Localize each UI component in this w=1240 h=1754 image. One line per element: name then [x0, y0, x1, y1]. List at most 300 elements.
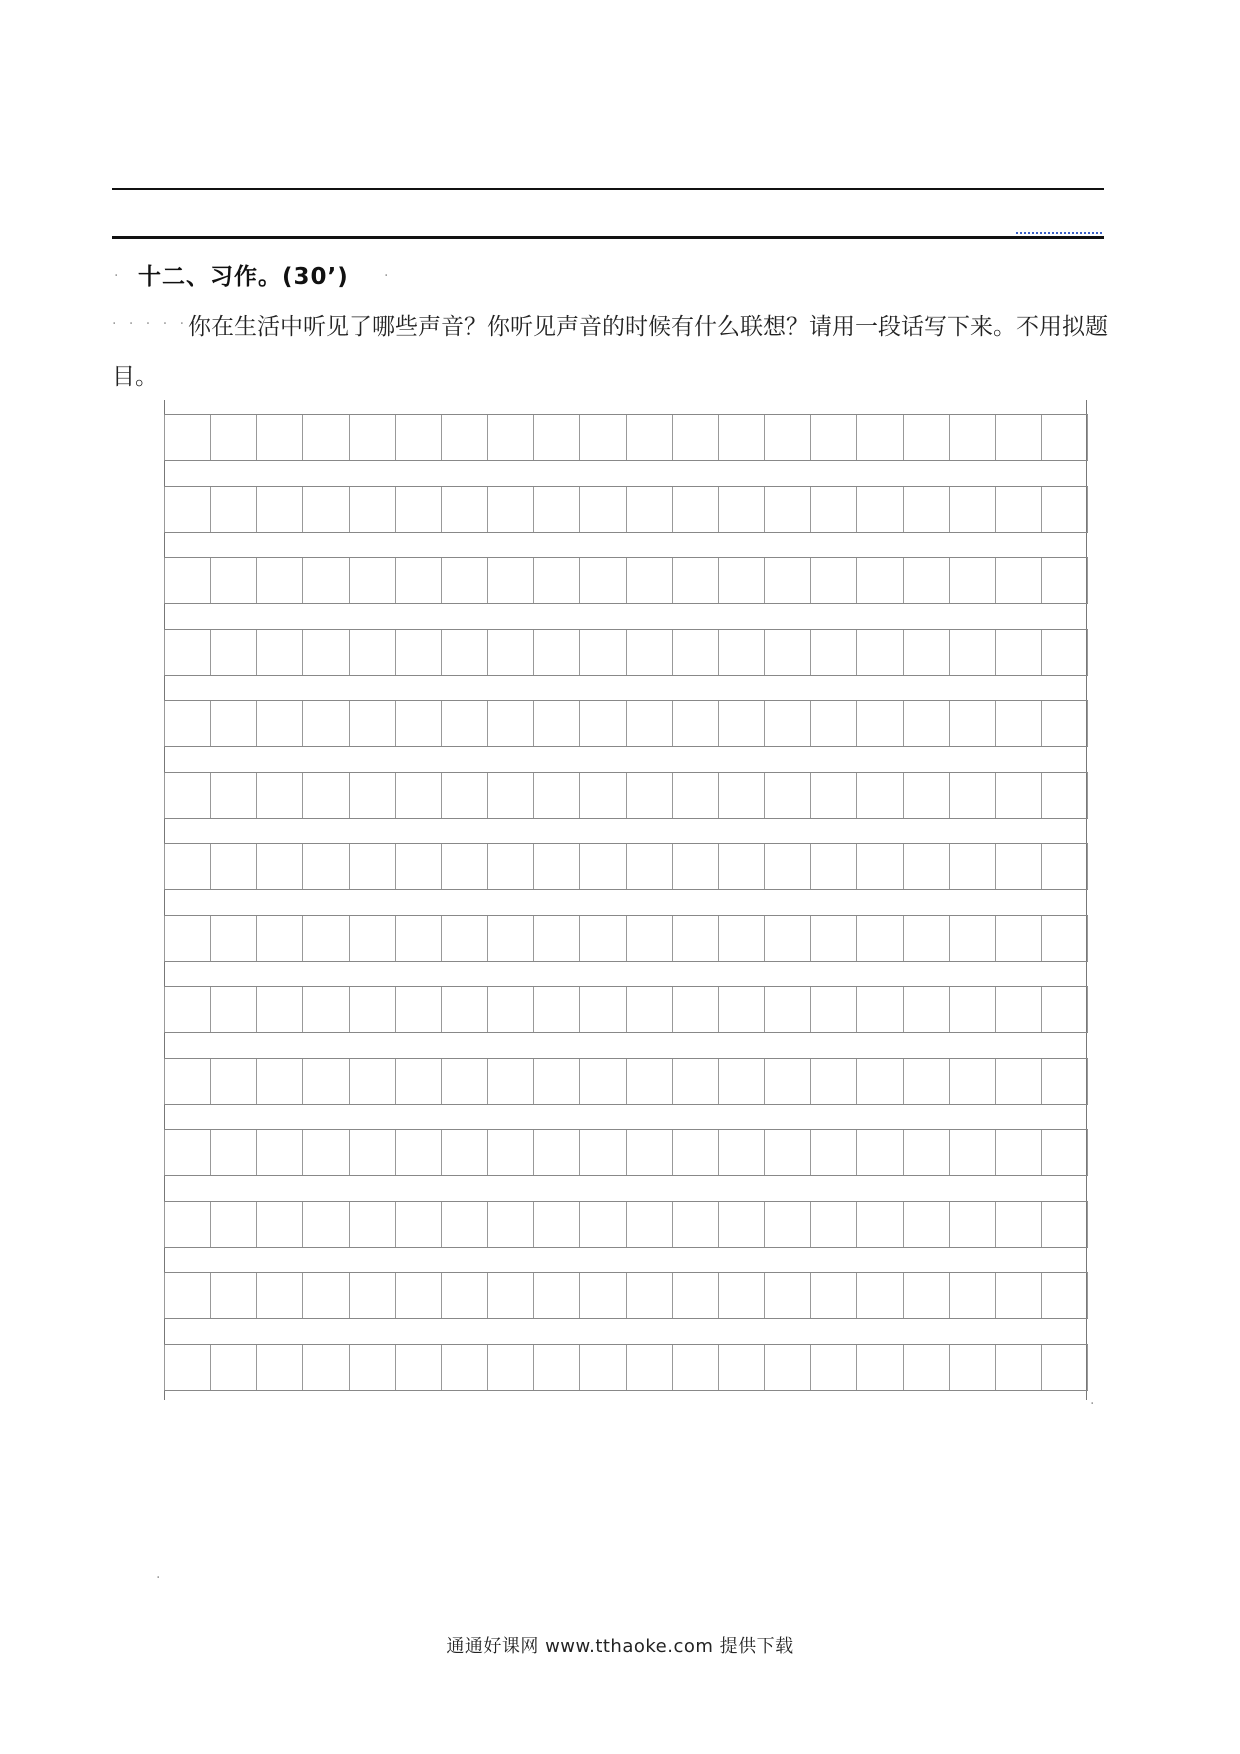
- grid-cell[interactable]: [349, 844, 395, 889]
- grid-cell[interactable]: [672, 630, 718, 675]
- grid-cell[interactable]: [256, 844, 302, 889]
- grid-cell[interactable]: [302, 630, 348, 675]
- grid-cell[interactable]: [856, 1273, 902, 1318]
- grid-cell[interactable]: [810, 987, 856, 1032]
- grid-cell[interactable]: [395, 415, 441, 460]
- grid-cell[interactable]: [995, 844, 1041, 889]
- margin-mark: .: [384, 264, 393, 280]
- grid-cell[interactable]: [949, 701, 995, 746]
- grid-cell[interactable]: [349, 1130, 395, 1175]
- grid-cell[interactable]: [672, 487, 718, 532]
- grid-cell[interactable]: [903, 487, 949, 532]
- grid-cell[interactable]: [533, 987, 579, 1032]
- grid-cell[interactable]: [856, 558, 902, 603]
- grid-cell[interactable]: [441, 1273, 487, 1318]
- grid-cell[interactable]: [810, 1202, 856, 1247]
- grid-cell[interactable]: [949, 1130, 995, 1175]
- grid-cell[interactable]: [995, 1130, 1041, 1175]
- grid-cell[interactable]: [856, 1130, 902, 1175]
- grid-cell[interactable]: [395, 1273, 441, 1318]
- grid-cell[interactable]: [533, 415, 579, 460]
- grid-cell[interactable]: [626, 773, 672, 818]
- grid-cell[interactable]: [164, 558, 210, 603]
- grid-cell[interactable]: [487, 773, 533, 818]
- grid-cell[interactable]: [441, 773, 487, 818]
- grid-cell[interactable]: [164, 987, 210, 1032]
- grid-cell[interactable]: [349, 415, 395, 460]
- grid-cell[interactable]: [302, 1130, 348, 1175]
- grid-cell[interactable]: [533, 844, 579, 889]
- grid-cell[interactable]: [764, 844, 810, 889]
- grid-cell[interactable]: [764, 987, 810, 1032]
- grid-row: [164, 843, 1088, 890]
- grid-cell[interactable]: [441, 844, 487, 889]
- grid-cell[interactable]: [995, 630, 1041, 675]
- grid-cell[interactable]: [626, 701, 672, 746]
- grid-cell[interactable]: [441, 1202, 487, 1247]
- grid-cell[interactable]: [949, 844, 995, 889]
- grid-cell[interactable]: [579, 1059, 625, 1104]
- grid-cell[interactable]: [210, 701, 256, 746]
- grid-cell[interactable]: [995, 773, 1041, 818]
- grid-cell[interactable]: [579, 415, 625, 460]
- grid-cell[interactable]: [949, 1345, 995, 1390]
- grid-cell[interactable]: [164, 1059, 210, 1104]
- grid-cell[interactable]: [1041, 844, 1088, 889]
- grid-cell[interactable]: [395, 916, 441, 961]
- grid-cell[interactable]: [1041, 630, 1088, 675]
- grid-cell[interactable]: [302, 1273, 348, 1318]
- grid-cell[interactable]: [533, 1130, 579, 1175]
- grid-cell[interactable]: [210, 1345, 256, 1390]
- grid-cell[interactable]: [810, 1273, 856, 1318]
- grid-cell[interactable]: [856, 987, 902, 1032]
- grid-cell[interactable]: [256, 487, 302, 532]
- grid-cell[interactable]: [949, 987, 995, 1032]
- grid-cell[interactable]: [164, 415, 210, 460]
- grid-cell[interactable]: [672, 916, 718, 961]
- grid-cell[interactable]: [579, 773, 625, 818]
- grid-cell[interactable]: [856, 1059, 902, 1104]
- grid-cell[interactable]: [903, 987, 949, 1032]
- grid-cell[interactable]: [164, 1202, 210, 1247]
- grid-cell[interactable]: [810, 487, 856, 532]
- grid-cell[interactable]: [533, 630, 579, 675]
- grid-cell[interactable]: [810, 916, 856, 961]
- answer-line-2: [112, 236, 1104, 239]
- grid-cell[interactable]: [949, 916, 995, 961]
- grid-cell[interactable]: [1041, 1273, 1088, 1318]
- grid-cell[interactable]: [718, 844, 764, 889]
- grid-cell[interactable]: [718, 987, 764, 1032]
- grid-cell[interactable]: [441, 916, 487, 961]
- grid-cell[interactable]: [626, 558, 672, 603]
- grid-cell[interactable]: [256, 1273, 302, 1318]
- grid-row: [164, 629, 1088, 676]
- grid-cell[interactable]: [995, 1059, 1041, 1104]
- grid-cell[interactable]: [256, 1130, 302, 1175]
- grid-cell[interactable]: [903, 773, 949, 818]
- grid-cell[interactable]: [949, 630, 995, 675]
- grid-cell[interactable]: [810, 415, 856, 460]
- grid-cell[interactable]: [995, 415, 1041, 460]
- grid-cell[interactable]: [579, 701, 625, 746]
- grid-cell[interactable]: [856, 773, 902, 818]
- grid-cell[interactable]: [903, 844, 949, 889]
- grid-cell[interactable]: [395, 1059, 441, 1104]
- grid-cell[interactable]: [626, 987, 672, 1032]
- grid-cell[interactable]: [441, 630, 487, 675]
- grid-cell[interactable]: [533, 1202, 579, 1247]
- grid-cell[interactable]: [487, 987, 533, 1032]
- grid-cell[interactable]: [441, 558, 487, 603]
- grid-cell[interactable]: [626, 1345, 672, 1390]
- grid-cell[interactable]: [856, 916, 902, 961]
- grid-cell[interactable]: [349, 558, 395, 603]
- grid-cell[interactable]: [302, 558, 348, 603]
- margin-mark: .: [114, 264, 123, 280]
- grid-cell[interactable]: [995, 701, 1041, 746]
- grid-cell[interactable]: [256, 1059, 302, 1104]
- grid-cell[interactable]: [395, 1202, 441, 1247]
- grid-cell[interactable]: [487, 415, 533, 460]
- grid-cell[interactable]: [164, 630, 210, 675]
- grid-cell[interactable]: [1041, 1059, 1088, 1104]
- grid-cell[interactable]: [672, 701, 718, 746]
- grid-cell[interactable]: [579, 1130, 625, 1175]
- grid-cell[interactable]: [487, 487, 533, 532]
- grid-cell[interactable]: [256, 558, 302, 603]
- grid-cell[interactable]: [256, 773, 302, 818]
- grid-cell[interactable]: [395, 630, 441, 675]
- grid-cell[interactable]: [718, 773, 764, 818]
- grid-cell[interactable]: [349, 1273, 395, 1318]
- grid-cell[interactable]: [441, 1130, 487, 1175]
- grid-cell[interactable]: [349, 1059, 395, 1104]
- grid-cell[interactable]: [856, 487, 902, 532]
- grid-cell[interactable]: [1041, 487, 1088, 532]
- grid-cell[interactable]: [487, 701, 533, 746]
- grid-cell[interactable]: [718, 1202, 764, 1247]
- grid-cell[interactable]: [210, 1059, 256, 1104]
- grid-cell[interactable]: [672, 773, 718, 818]
- grid-cell[interactable]: [949, 415, 995, 460]
- grid-cell[interactable]: [903, 916, 949, 961]
- grid-cell[interactable]: [764, 773, 810, 818]
- grid-cell[interactable]: [533, 773, 579, 818]
- grid-cell[interactable]: [302, 844, 348, 889]
- grid-cell[interactable]: [949, 1202, 995, 1247]
- grid-cell[interactable]: [349, 987, 395, 1032]
- grid-cell[interactable]: [441, 487, 487, 532]
- margin-mark: . . . . .: [112, 312, 189, 328]
- dotted-underline-mark: [1016, 232, 1102, 234]
- grid-cell[interactable]: [441, 1345, 487, 1390]
- grid-cell[interactable]: [718, 916, 764, 961]
- grid-cell[interactable]: [995, 558, 1041, 603]
- grid-cell[interactable]: [349, 1202, 395, 1247]
- grid-cell[interactable]: [626, 1130, 672, 1175]
- grid-cell[interactable]: [672, 415, 718, 460]
- grid-cell[interactable]: [810, 630, 856, 675]
- grid-row: [164, 915, 1088, 962]
- grid-row: [164, 1344, 1088, 1391]
- grid-cell[interactable]: [856, 844, 902, 889]
- grid-cell[interactable]: [995, 987, 1041, 1032]
- grid-cell[interactable]: [718, 630, 764, 675]
- grid-cell[interactable]: [810, 844, 856, 889]
- grid-cell[interactable]: [579, 916, 625, 961]
- grid-cell[interactable]: [210, 1130, 256, 1175]
- grid-cell[interactable]: [856, 415, 902, 460]
- grid-cell[interactable]: [349, 630, 395, 675]
- grid-cell[interactable]: [810, 701, 856, 746]
- grid-cell[interactable]: [487, 630, 533, 675]
- grid-cell[interactable]: [302, 1345, 348, 1390]
- grid-cell[interactable]: [764, 1273, 810, 1318]
- grid-cell[interactable]: [903, 630, 949, 675]
- grid-cell[interactable]: [903, 415, 949, 460]
- grid-cell[interactable]: [302, 415, 348, 460]
- grid-cell[interactable]: [903, 558, 949, 603]
- grid-cell[interactable]: [533, 1273, 579, 1318]
- grid-cell[interactable]: [718, 1130, 764, 1175]
- grid-cell[interactable]: [810, 1130, 856, 1175]
- grid-cell[interactable]: [810, 1345, 856, 1390]
- grid-cell[interactable]: [626, 1273, 672, 1318]
- grid-cell[interactable]: [626, 1059, 672, 1104]
- grid-cell[interactable]: [1041, 1345, 1088, 1390]
- grid-cell[interactable]: [533, 1059, 579, 1104]
- grid-cell[interactable]: [903, 1059, 949, 1104]
- section-heading: 十二、习作。(30’): [138, 264, 349, 290]
- grid-cell[interactable]: [302, 916, 348, 961]
- grid-cell[interactable]: [441, 415, 487, 460]
- grid-cell[interactable]: [349, 916, 395, 961]
- grid-cell[interactable]: [533, 487, 579, 532]
- grid-cell[interactable]: [718, 701, 764, 746]
- grid-cell[interactable]: [764, 916, 810, 961]
- grid-cell[interactable]: [164, 1130, 210, 1175]
- grid-cell[interactable]: [302, 1059, 348, 1104]
- grid-cell[interactable]: [164, 1345, 210, 1390]
- grid-row: [164, 557, 1088, 604]
- grid-cell[interactable]: [210, 987, 256, 1032]
- grid-cell[interactable]: [395, 1345, 441, 1390]
- grid-cell[interactable]: [210, 558, 256, 603]
- grid-cell[interactable]: [533, 1345, 579, 1390]
- grid-cell[interactable]: [210, 773, 256, 818]
- grid-cell[interactable]: [903, 1130, 949, 1175]
- grid-cell[interactable]: [1041, 773, 1088, 818]
- grid-row: [164, 1272, 1088, 1319]
- grid-cell[interactable]: [626, 1202, 672, 1247]
- grid-cell[interactable]: [533, 701, 579, 746]
- grid-cell[interactable]: [903, 1273, 949, 1318]
- grid-cell[interactable]: [256, 916, 302, 961]
- grid-cell[interactable]: [487, 844, 533, 889]
- grid-cell[interactable]: [626, 844, 672, 889]
- grid-cell[interactable]: [718, 1345, 764, 1390]
- grid-cell[interactable]: [302, 987, 348, 1032]
- grid-cell[interactable]: [672, 558, 718, 603]
- grid-cell[interactable]: [995, 916, 1041, 961]
- grid-cell[interactable]: [672, 1059, 718, 1104]
- grid-cell[interactable]: [626, 630, 672, 675]
- grid-cell[interactable]: [949, 1273, 995, 1318]
- grid-cell[interactable]: [256, 415, 302, 460]
- grid-cell[interactable]: [302, 701, 348, 746]
- grid-cell[interactable]: [626, 487, 672, 532]
- grid-cell[interactable]: [810, 558, 856, 603]
- grid-cell[interactable]: [764, 487, 810, 532]
- grid-cell[interactable]: [579, 987, 625, 1032]
- grid-cell[interactable]: [1041, 1202, 1088, 1247]
- grid-cell[interactable]: [579, 1273, 625, 1318]
- grid-cell[interactable]: [579, 1202, 625, 1247]
- grid-cell[interactable]: [395, 558, 441, 603]
- grid-cell[interactable]: [441, 1059, 487, 1104]
- grid-row: [164, 986, 1088, 1033]
- grid-cell[interactable]: [349, 701, 395, 746]
- grid-row: [164, 700, 1088, 747]
- grid-cell[interactable]: [764, 558, 810, 603]
- grid-cell[interactable]: [256, 630, 302, 675]
- margin-mark: .: [1090, 1392, 1099, 1408]
- grid-cell[interactable]: [256, 701, 302, 746]
- grid-cell[interactable]: [349, 773, 395, 818]
- grid-cell[interactable]: [256, 1202, 302, 1247]
- grid-cell[interactable]: [302, 1202, 348, 1247]
- grid-cell[interactable]: [718, 487, 764, 532]
- grid-cell[interactable]: [487, 1059, 533, 1104]
- grid-cell[interactable]: [764, 1130, 810, 1175]
- grid-cell[interactable]: [856, 1345, 902, 1390]
- grid-cell[interactable]: [1041, 701, 1088, 746]
- grid-cell[interactable]: [210, 844, 256, 889]
- grid-cell[interactable]: [210, 415, 256, 460]
- grid-cell[interactable]: [210, 630, 256, 675]
- grid-cell[interactable]: [718, 1273, 764, 1318]
- grid-cell[interactable]: [579, 844, 625, 889]
- grid-cell[interactable]: [210, 1273, 256, 1318]
- grid-cell[interactable]: [995, 1345, 1041, 1390]
- grid-cell[interactable]: [210, 487, 256, 532]
- grid-cell[interactable]: [164, 1273, 210, 1318]
- grid-cell[interactable]: [718, 558, 764, 603]
- grid-row: [164, 414, 1088, 461]
- grid-cell[interactable]: [1041, 415, 1088, 460]
- grid-cell[interactable]: [441, 987, 487, 1032]
- grid-cell[interactable]: [810, 1059, 856, 1104]
- grid-cell[interactable]: [856, 630, 902, 675]
- grid-cell[interactable]: [1041, 916, 1088, 961]
- grid-cell[interactable]: [487, 1273, 533, 1318]
- grid-cell[interactable]: [995, 487, 1041, 532]
- grid-cell[interactable]: [302, 487, 348, 532]
- grid-cell[interactable]: [164, 487, 210, 532]
- grid-cell[interactable]: [256, 1345, 302, 1390]
- grid-cell[interactable]: [903, 1202, 949, 1247]
- grid-cell[interactable]: [487, 1345, 533, 1390]
- grid-cell[interactable]: [395, 987, 441, 1032]
- grid-cell[interactable]: [1041, 987, 1088, 1032]
- grid-cell[interactable]: [487, 1202, 533, 1247]
- grid-cell[interactable]: [1041, 1130, 1088, 1175]
- grid-cell[interactable]: [164, 701, 210, 746]
- grid-cell[interactable]: [1041, 558, 1088, 603]
- grid-cell[interactable]: [810, 773, 856, 818]
- grid-cell[interactable]: [395, 844, 441, 889]
- grid-cell[interactable]: [764, 415, 810, 460]
- grid-cell[interactable]: [533, 558, 579, 603]
- grid-left-edge: [164, 400, 165, 1400]
- grid-cell[interactable]: [764, 630, 810, 675]
- grid-cell[interactable]: [579, 1345, 625, 1390]
- grid-cell[interactable]: [626, 916, 672, 961]
- grid-cell[interactable]: [672, 1130, 718, 1175]
- grid-cell[interactable]: [579, 487, 625, 532]
- grid-cell[interactable]: [487, 916, 533, 961]
- grid-cell[interactable]: [903, 701, 949, 746]
- grid-cell[interactable]: [949, 1059, 995, 1104]
- grid-cell[interactable]: [718, 415, 764, 460]
- grid-cell[interactable]: [395, 773, 441, 818]
- grid-cell[interactable]: [164, 844, 210, 889]
- grid-row: [164, 1058, 1088, 1105]
- grid-cell[interactable]: [487, 1130, 533, 1175]
- grid-cell[interactable]: [903, 1345, 949, 1390]
- grid-cell[interactable]: [764, 701, 810, 746]
- grid-cell[interactable]: [441, 701, 487, 746]
- grid-cell[interactable]: [949, 773, 995, 818]
- grid-cell[interactable]: [626, 415, 672, 460]
- composition-grid[interactable]: [164, 400, 1088, 1400]
- grid-cell[interactable]: [533, 916, 579, 961]
- grid-cell[interactable]: [672, 987, 718, 1032]
- grid-cell[interactable]: [395, 1130, 441, 1175]
- grid-cell[interactable]: [856, 1202, 902, 1247]
- grid-cell[interactable]: [349, 487, 395, 532]
- grid-cell[interactable]: [579, 630, 625, 675]
- grid-cell[interactable]: [672, 1202, 718, 1247]
- grid-cell[interactable]: [672, 844, 718, 889]
- footer-credit: 通通好课网 www.tthaoke.com 提供下载: [446, 1636, 794, 1657]
- grid-cell[interactable]: [764, 1202, 810, 1247]
- grid-cell[interactable]: [995, 1273, 1041, 1318]
- grid-cell[interactable]: [164, 916, 210, 961]
- grid-cell[interactable]: [349, 1345, 395, 1390]
- grid-cell[interactable]: [395, 487, 441, 532]
- grid-cell[interactable]: [579, 558, 625, 603]
- grid-cell[interactable]: [302, 773, 348, 818]
- grid-cell[interactable]: [718, 1059, 764, 1104]
- grid-cell[interactable]: [764, 1059, 810, 1104]
- grid-cell[interactable]: [995, 1202, 1041, 1247]
- grid-cell[interactable]: [856, 701, 902, 746]
- grid-cell[interactable]: [395, 701, 441, 746]
- grid-cell[interactable]: [949, 487, 995, 532]
- grid-cell[interactable]: [487, 558, 533, 603]
- grid-cell[interactable]: [672, 1273, 718, 1318]
- grid-cell[interactable]: [210, 1202, 256, 1247]
- grid-cell[interactable]: [764, 1345, 810, 1390]
- grid-cell[interactable]: [672, 1345, 718, 1390]
- grid-cell[interactable]: [949, 558, 995, 603]
- grid-cell[interactable]: [210, 916, 256, 961]
- grid-cell[interactable]: [164, 773, 210, 818]
- grid-cell[interactable]: [256, 987, 302, 1032]
